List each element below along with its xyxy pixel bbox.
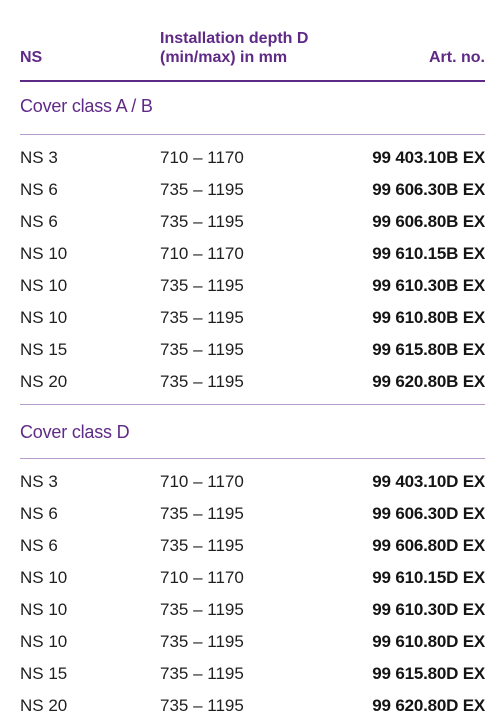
- cell-art-no: 99 606.30B EX: [372, 180, 485, 199]
- table-row: [20, 658, 485, 690]
- cell-art-no: 99 610.30B EX: [372, 276, 485, 295]
- cell-depth: 735 – 1195: [160, 600, 244, 619]
- cell-depth: 710 – 1170: [160, 244, 244, 263]
- cell-art-no: 99 606.80B EX: [372, 212, 485, 231]
- column-header-art-no: Art. no.: [429, 49, 485, 66]
- column-header-depth-line2: (min/max) in mm: [160, 49, 288, 66]
- cell-depth: 735 – 1195: [160, 372, 244, 391]
- table-row: [20, 270, 485, 302]
- cell-ns: NS 15: [20, 340, 68, 359]
- column-header-ns: NS: [20, 49, 43, 66]
- section-title-cover-class-ab: Cover class A / B: [20, 96, 153, 116]
- table-row: [20, 238, 485, 270]
- cell-art-no: 99 403.10B EX: [372, 148, 485, 167]
- cell-art-no: 99 615.80B EX: [372, 340, 485, 359]
- cell-depth: 735 – 1195: [160, 504, 244, 523]
- cell-ns: NS 10: [20, 568, 68, 587]
- cell-depth: 710 – 1170: [160, 568, 244, 587]
- cell-ns: NS 3: [20, 148, 58, 167]
- cell-depth: 710 – 1170: [160, 148, 244, 167]
- cell-art-no: 99 620.80D EX: [372, 696, 485, 715]
- table-row: [20, 594, 485, 626]
- table-row: [20, 174, 485, 206]
- cell-art-no: 99 606.80D EX: [372, 536, 485, 555]
- table-row: [20, 530, 485, 562]
- section-title-cover-class-d: Cover class D: [20, 422, 130, 442]
- cell-ns: NS 10: [20, 632, 68, 651]
- cell-depth: 735 – 1195: [160, 276, 244, 295]
- cell-art-no: 99 615.80D EX: [372, 664, 485, 683]
- section-rule: [20, 134, 485, 135]
- cell-art-no: 99 606.30D EX: [372, 504, 485, 523]
- cell-art-no: 99 610.15B EX: [372, 244, 485, 263]
- cell-depth: 735 – 1195: [160, 632, 244, 651]
- cell-depth: 735 – 1195: [160, 308, 244, 327]
- cell-depth: 735 – 1195: [160, 664, 244, 683]
- header-rule: [20, 80, 485, 82]
- column-header-depth-line1: Installation depth D: [160, 30, 309, 47]
- cell-ns: NS 10: [20, 276, 68, 295]
- table-row: [20, 562, 485, 594]
- table-row: [20, 302, 485, 334]
- cell-ns: NS 10: [20, 600, 68, 619]
- group-divider: [20, 404, 485, 405]
- cell-depth: 735 – 1195: [160, 212, 244, 231]
- table-header: [20, 0, 485, 80]
- table-row: [20, 498, 485, 530]
- table-row: [20, 142, 485, 174]
- cell-ns: NS 6: [20, 504, 58, 523]
- cell-ns: NS 10: [20, 308, 68, 327]
- table-row: [20, 690, 485, 722]
- cell-ns: NS 10: [20, 244, 68, 263]
- cell-depth: 735 – 1195: [160, 536, 244, 555]
- cell-depth: 735 – 1195: [160, 340, 244, 359]
- cell-art-no: 99 620.80B EX: [372, 372, 485, 391]
- cell-ns: NS 6: [20, 180, 58, 199]
- cell-ns: NS 20: [20, 372, 68, 391]
- column-header-depth: [160, 29, 360, 67]
- table-row: [20, 466, 485, 498]
- cell-art-no: 99 403.10D EX: [372, 472, 485, 491]
- cell-art-no: 99 610.15D EX: [372, 568, 485, 587]
- table-row: [20, 366, 485, 398]
- cell-depth: 735 – 1195: [160, 696, 244, 715]
- cell-depth: 735 – 1195: [160, 180, 244, 199]
- table-row: [20, 206, 485, 238]
- cell-ns: NS 15: [20, 664, 68, 683]
- cell-art-no: 99 610.80B EX: [372, 308, 485, 327]
- cell-art-no: 99 610.80D EX: [372, 632, 485, 651]
- cell-ns: NS 6: [20, 536, 58, 555]
- cell-depth: 710 – 1170: [160, 472, 244, 491]
- cell-art-no: 99 610.30D EX: [372, 600, 485, 619]
- section-rule: [20, 458, 485, 459]
- table-row: [20, 626, 485, 658]
- table-row: [20, 334, 485, 366]
- cell-ns: NS 20: [20, 696, 68, 715]
- cell-ns: NS 6: [20, 212, 58, 231]
- cell-ns: NS 3: [20, 472, 58, 491]
- product-table: [20, 0, 485, 725]
